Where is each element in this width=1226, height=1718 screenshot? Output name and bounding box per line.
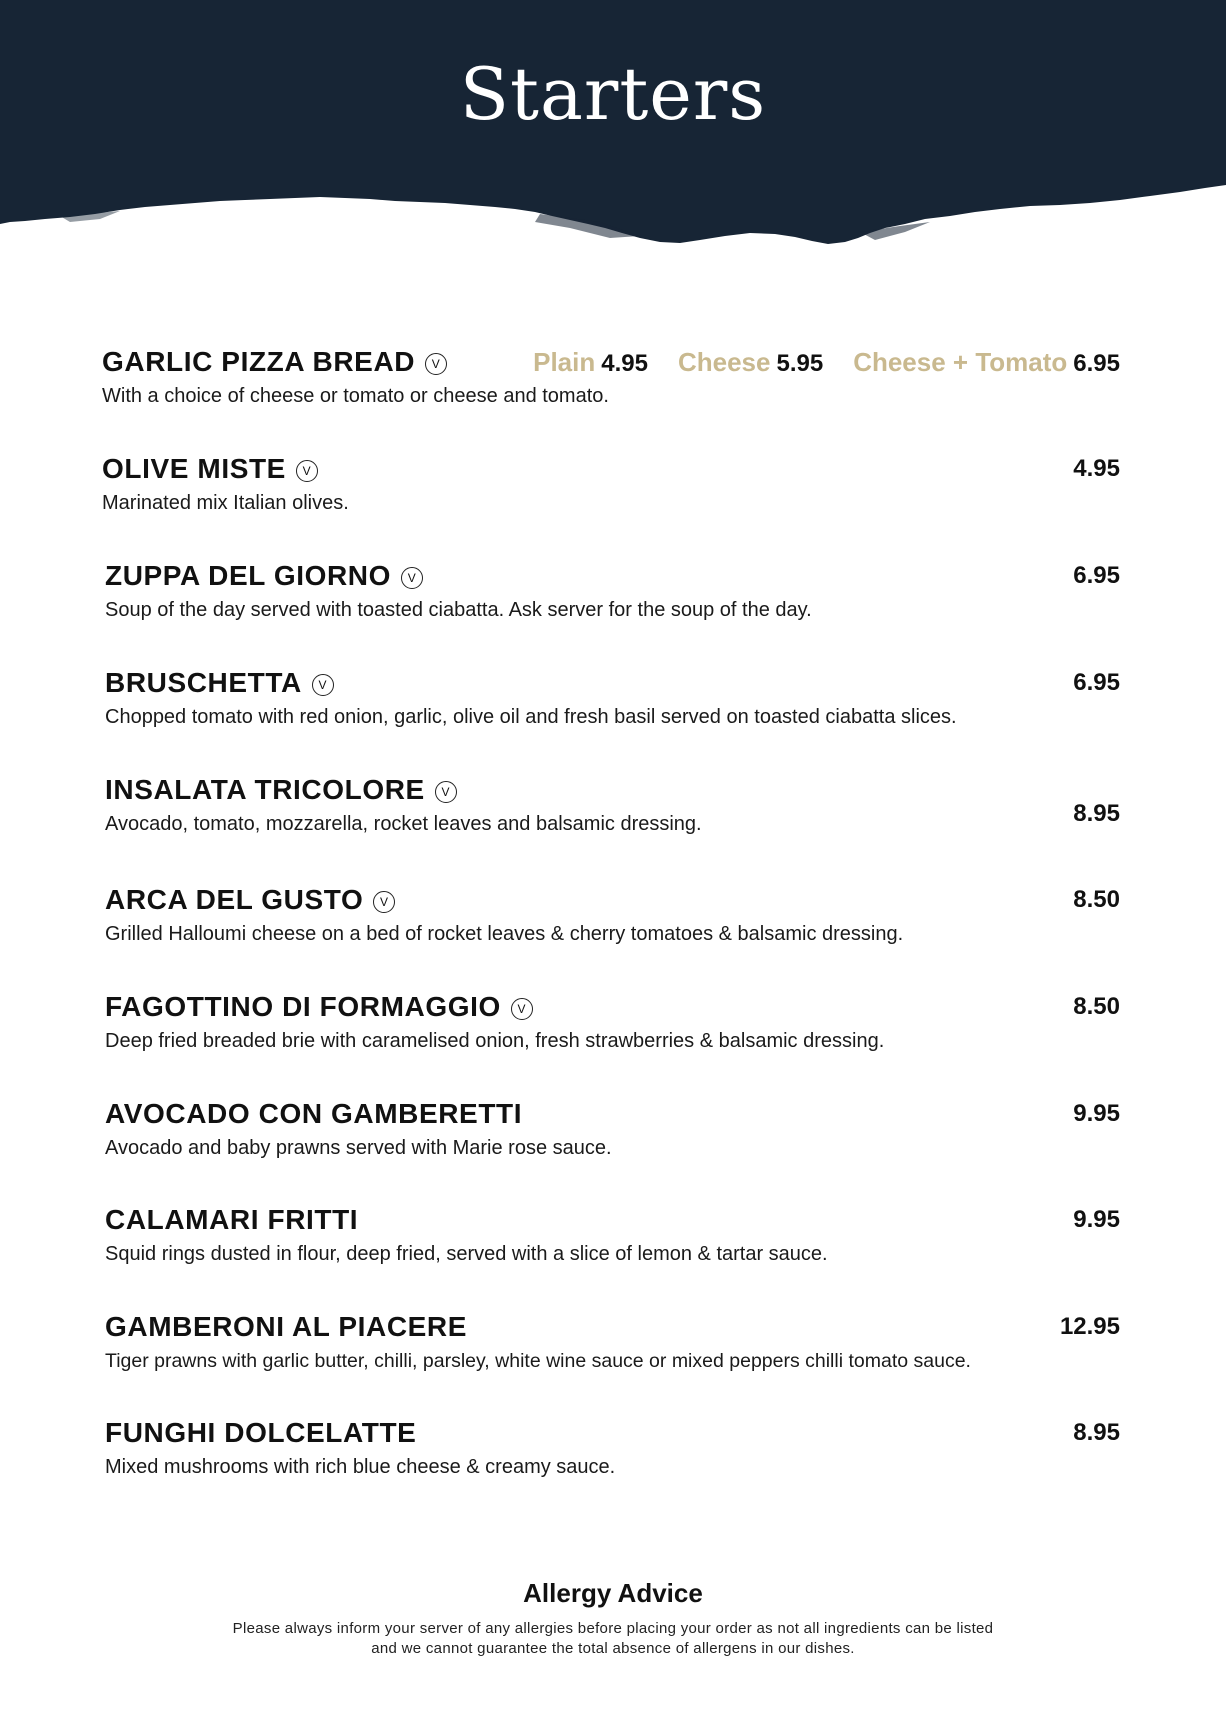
item-description: Tiger prawns with garlic butter, chilli, parsley, white wine sauce or mixed peppers chilli tomato sauce. <box>105 1350 971 1372</box>
item-name <box>102 451 318 487</box>
item-description: Mixed mushrooms with rich blue cheese & creamy sauce. <box>105 1456 616 1478</box>
menu-item <box>105 772 1120 838</box>
vegetarian-icon: V <box>511 998 533 1020</box>
vegetarian-icon: V <box>312 674 334 696</box>
item-name: FUNGHI DOLCELATTE <box>105 1417 417 1448</box>
item-price: 12.95 <box>1059 1313 1120 1340</box>
menu-item <box>105 882 1120 948</box>
item-description: Deep fried breaded brie with caramelised onion, fresh strawberries & balsamic dressing. <box>105 1030 885 1052</box>
item-price: 8.95 <box>1073 800 1120 827</box>
header-banner <box>0 0 1226 270</box>
option-label: Plain <box>533 347 596 377</box>
item-name-text: FAGOTTINO DI FORMAGGIO <box>105 991 501 1022</box>
menu-item <box>105 989 1120 1055</box>
item-price: 9.95 <box>1073 1100 1120 1127</box>
vegetarian-icon: V <box>296 460 318 482</box>
menu-item <box>105 1415 1120 1481</box>
menu-item <box>105 1096 1120 1162</box>
option-price: 6.95 <box>1073 350 1120 377</box>
item-name-text: GARLIC PIZZA BREAD <box>102 346 416 377</box>
item-name-text: OLIVE MISTE <box>102 453 286 484</box>
menu-item <box>105 1202 1120 1268</box>
item-price: 8.50 <box>1073 886 1120 913</box>
item-price: 8.95 <box>1073 1419 1120 1446</box>
item-description: Avocado, tomato, mozzarella, rocket leaves and balsamic dressing. <box>105 813 702 835</box>
vegetarian-icon: V <box>425 353 447 375</box>
item-price: 9.95 <box>1073 1206 1120 1233</box>
item-name-text: ARCA DEL GUSTO <box>105 884 364 915</box>
item-name <box>102 344 447 380</box>
menu-item <box>102 344 1120 410</box>
menu-item <box>102 451 1120 517</box>
option-label: Cheese + Tomato <box>853 347 1068 377</box>
item-description: Squid rings dusted in flour, deep fried, served with a slice of lemon & tartar sauce. <box>105 1243 828 1265</box>
menu-item <box>105 1309 1120 1375</box>
item-name: AVOCADO CON GAMBERETTI <box>105 1098 523 1129</box>
option-price: 4.95 <box>601 350 648 377</box>
item-description: Chopped tomato with red onion, garlic, olive oil and fresh basil served on toasted ciabatta slices. <box>105 706 957 728</box>
item-description: Marinated mix Italian olives. <box>102 492 349 514</box>
item-description: Grilled Halloumi cheese on a bed of rocket leaves & cherry tomatoes & balsamic dressing. <box>105 923 904 945</box>
item-price: 6.95 <box>1073 669 1120 696</box>
price-options <box>533 344 1120 385</box>
option-label: Cheese <box>677 347 771 377</box>
item-price: 6.95 <box>1073 562 1120 589</box>
item-description: Avocado and baby prawns served with Marie rose sauce. <box>105 1137 612 1159</box>
item-name <box>105 665 334 701</box>
item-description: With a choice of cheese or tomato or cheese and tomato. <box>102 385 609 407</box>
page-title: Starters <box>459 52 767 136</box>
menu-item <box>105 665 1120 731</box>
item-name-text: INSALATA TRICOLORE <box>105 774 425 805</box>
item-price: 4.95 <box>1073 455 1120 482</box>
item-name-text: BRUSCHETTA <box>105 667 302 698</box>
item-name: GAMBERONI AL PIACERE <box>105 1311 468 1342</box>
vegetarian-icon: V <box>373 891 395 913</box>
vegetarian-icon: V <box>401 567 423 589</box>
item-name <box>105 558 423 594</box>
item-name <box>105 772 457 808</box>
option-price: 5.95 <box>776 350 824 377</box>
item-name-text: ZUPPA DEL GIORNO <box>105 560 391 591</box>
item-description: Soup of the day served with toasted ciabatta. Ask server for the soup of the day. <box>105 599 812 621</box>
item-name: CALAMARI FRITTI <box>105 1204 359 1235</box>
allergy-title: Allergy Advice <box>523 1578 703 1608</box>
allergy-text: Please always inform your server of any allergies before placing your order as not all ingredients can be listed and we cannot guarantee the total absence of allergens in our dishes. <box>232 1620 994 1657</box>
item-price: 8.50 <box>1073 993 1120 1020</box>
vegetarian-icon: V <box>435 781 457 803</box>
item-name <box>105 882 395 918</box>
menu-item <box>105 558 1120 624</box>
item-name <box>105 989 533 1025</box>
allergy-advice <box>0 1578 1226 1659</box>
